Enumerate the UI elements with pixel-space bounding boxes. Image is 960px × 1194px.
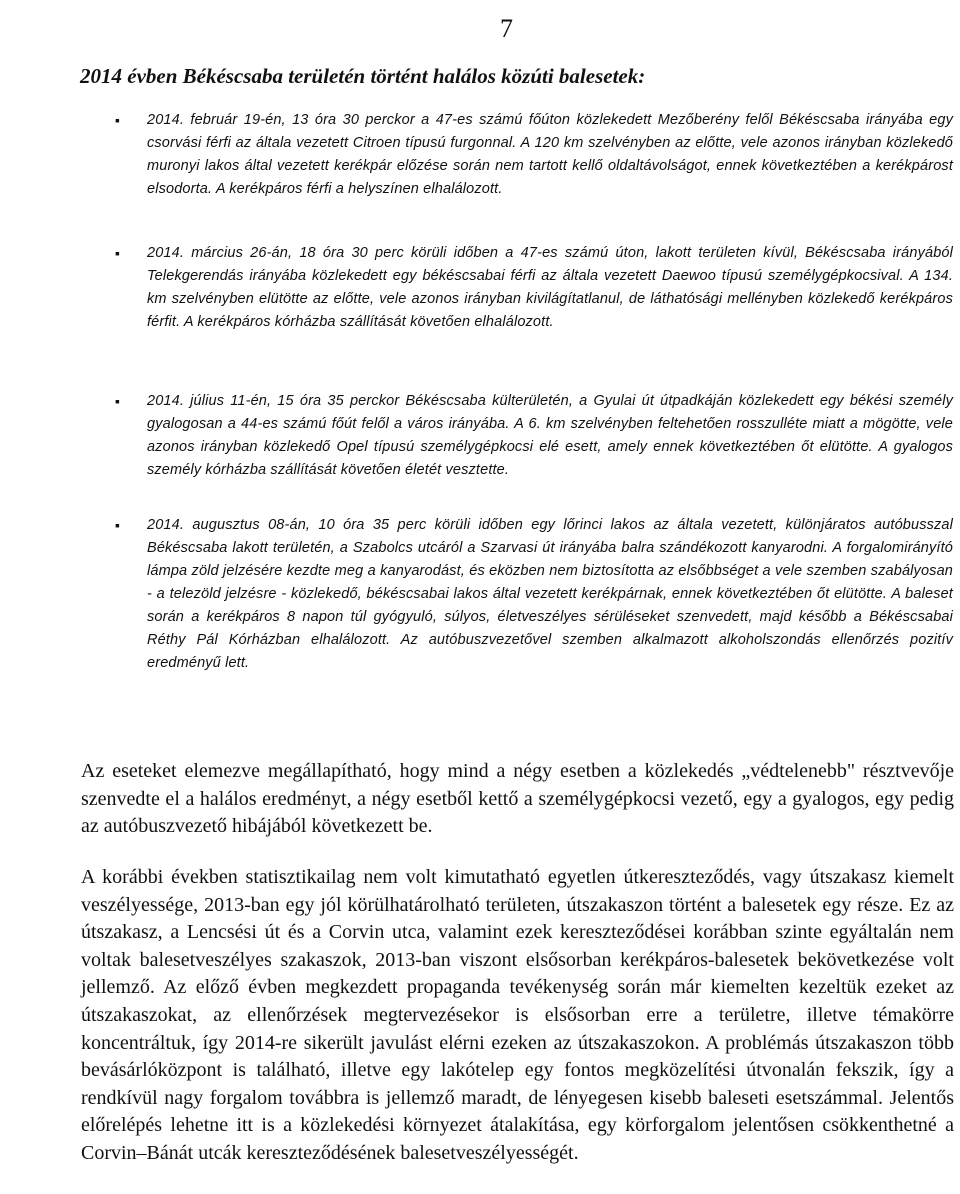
page-number: 7	[500, 14, 513, 43]
analysis-paragraph: Az eseteket elemezve megállapítható, hogy mind a négy esetben a közlekedés „védtelenebb" résztvevője szenvedte el a halálos eredményt, a négy esetből kettő a személygépkocsi vezető, egy a gyalogos, egy pedig az autóbuszvezető hibájából következett be.	[81, 760, 954, 838]
bullet-icon: ▪	[115, 517, 121, 533]
incident-item-2	[115, 242, 953, 334]
incident-text: 2014. február 19-én, 13 óra 30 perckor a 47-es számú főúton közlekedett Mezőberény felől Békéscsaba irányába egy csorvási férfi az általa vezetett Citroen típusú furgonnal. A 120 km szelvényben az előtte, vele azonos irányban közlekedő muronyi lakos által vezetett kerékpár előzése során nem tartott kellő oldaltávolságot, ennek következtében a kerékpárost elsodorta. A kerékpáros férfi a helyszínen elhalálozott.	[147, 112, 953, 197]
incident-item-4	[115, 514, 953, 675]
incident-text: 2014. március 26-án, 18 óra 30 perc körüli időben a 47-es számú úton, lakott területen kívül, Békéscsaba irányából Telekgerendás irányába közlekedett egy békéscsabai férfi az általa vezetett Daewoo típusú személygépkocsival. A 134. km szelvényben elütötte az előtte, vele azonos irányban kivilágítatlanul, de láthatósági mellényben közlekedő kerékpáros férfit. A kerékpáros kórházba szállítását követően elhalálozott.	[147, 245, 953, 330]
incident-item-1	[115, 109, 953, 201]
bullet-icon: ▪	[115, 245, 121, 261]
bullet-icon: ▪	[115, 393, 121, 409]
hotspot-paragraph: A korábbi években statisztikailag nem volt kimutatható egyetlen útkereszteződés, vagy útszakasz kiemelt veszélyessége, 2013-ban egy jól körülhatárolható területen, útszakaszon történt a balesetek egy része. Ez az útszakasz, a Lencsési út és a Corvin utca, valamint ezek kereszteződései korábban szinte egyáltalán nem voltak balesetveszélyes szakaszok, 2013-ban viszont elsősorban kerékpáros-balesetek bekövetkezése volt jellemző. Az előző évben megkezdett propaganda tevékenység során már kiemelten kezeltük ezeket az útszakaszokat, az ellenőrzések megtervezésekor is elsősorban erre a területre, illetve témakörre koncentráltuk, így 2014-re sikerült javulást elérni ezeken az útszakaszokon. A problémás útszakaszon több bevásárlóközpont is található, illetve egy lakótelep egy fontos megközelítési útvonalán fekszik, így a rendkívül nagy forgalom továbbra is jellemző maradt, de lényegesen kisebb baleseti esetszámmal. Jelentős előrelépés lehetne itt is a közlekedési környezet átalakítása, egy körforgalom jelentősen csökkenthetné a Corvin–Bánát utcák kereszteződésének balesetveszélyességét.	[81, 866, 954, 1164]
incident-text: 2014. július 11-én, 15 óra 35 perckor Békéscsaba külterületén, a Gyulai út útpadkáján közlekedett egy békési személy gyalogosan a 44-es számú főút felől a város irányába. A 6. km szelvényben feltehetően rosszulléte miatt a mögötte, vele azonos irányban közlekedő Opel típusú személygépkocsi elé esett, amely ennek következtében őt elütötte. A gyalogos személy kórházba szállítását követően életét vesztette.	[147, 393, 953, 478]
incident-text: 2014. augusztus 08-án, 10 óra 35 perc körüli időben egy lőrinci lakos az általa vezetett, különjáratos autóbusszal Békéscsaba lakott területén, a Szabolcs utcáról a Szarvasi út irányába balra szándékozott kanyarodni. A forgalomirányító lámpa zöld jelzésére kezdte meg a kanyarodást, és eközben nem biztosította az elsőbbséget a vele szemben szabályosan - a telezöld jelzésre - közlekedő, békéscsabai lakos által vezetett kerékpárnak, ennek következtében őt elütötte. A baleset során a kerékpáros 8 napon túl gyógyuló, súlyos, életveszélyes sérüléseket szenvedett, majd később a Békéscsabai Réthy Pál Kórházban elhalálozott. Az autóbuszvezetővel szemben alkalmazott alkoholszondás ellenőrzés pozitív eredményű lett.	[147, 517, 953, 671]
incident-item-3	[115, 390, 953, 482]
section-heading: 2014 évben Békéscsaba területén történt halálos közúti balesetek:	[80, 64, 646, 88]
bullet-icon: ▪	[115, 112, 121, 128]
